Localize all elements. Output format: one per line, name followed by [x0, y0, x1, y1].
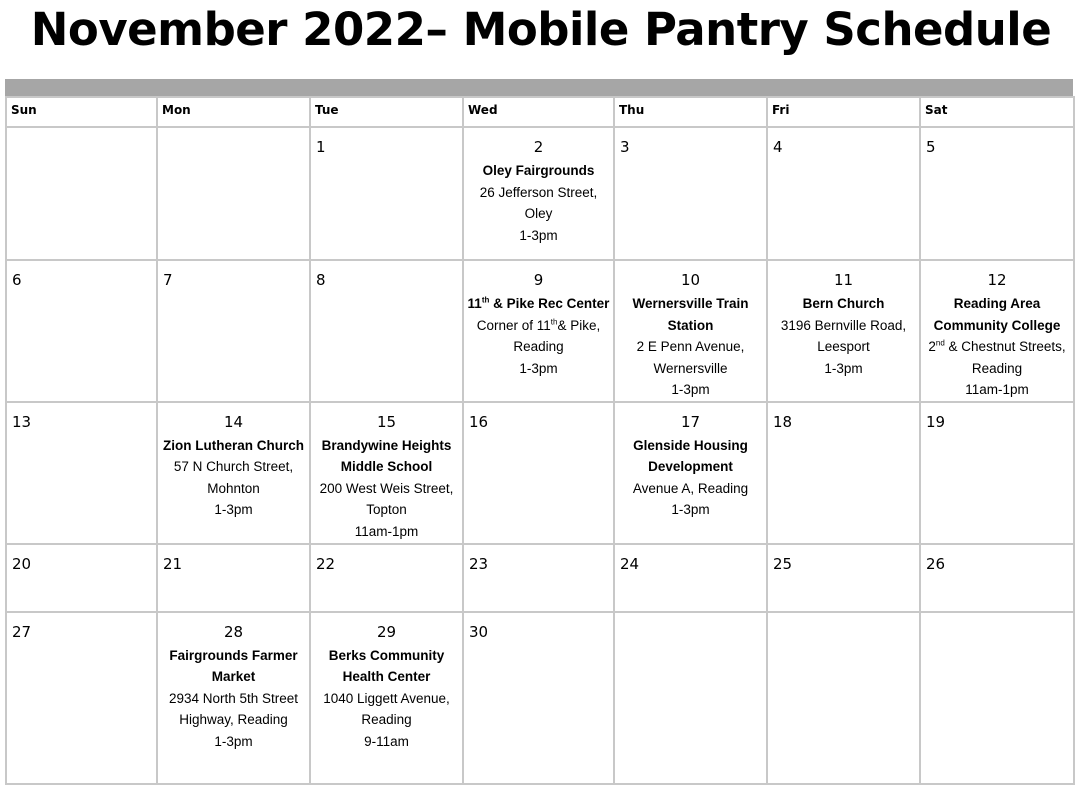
- weekday-mon: [157, 97, 310, 127]
- day-cell: [463, 612, 614, 784]
- event-address-line: Wernersville: [653, 360, 728, 376]
- event-address-line: Oley: [524, 206, 553, 221]
- day-cell: [614, 127, 767, 260]
- day-cell: [920, 127, 1074, 260]
- day-number: 1: [316, 138, 326, 156]
- week-row: [6, 612, 1074, 784]
- day-cell: [6, 260, 157, 402]
- event-address-line: Topton: [366, 502, 407, 517]
- day-number: 26: [926, 554, 946, 573]
- day-number: 24: [620, 554, 640, 573]
- day-cell: [767, 544, 920, 612]
- day-cell: [767, 260, 920, 402]
- day-number: 6: [12, 271, 22, 289]
- event-address-line: 3196 Bernville Road,: [780, 317, 907, 333]
- day-number: 16: [469, 412, 489, 431]
- address-text: & Pike,: [557, 317, 601, 333]
- event-location: Wernersville Train Station: [632, 296, 749, 333]
- week-row: [6, 402, 1074, 544]
- event-address-line: Reading: [361, 712, 412, 727]
- event-address-line: [466, 315, 611, 337]
- day-number: [615, 613, 766, 645]
- ordinal-suffix: nd: [935, 338, 945, 348]
- day-number: [158, 128, 309, 160]
- event-location: [466, 293, 611, 315]
- event-time: 1-3pm: [671, 502, 710, 517]
- event-time: 11am-1pm: [354, 523, 419, 539]
- calendar-grid: [5, 96, 1075, 785]
- day-number: 23: [469, 554, 489, 573]
- pantry-event: [464, 160, 613, 246]
- weekday-label: Sat: [925, 103, 948, 117]
- pantry-event: [158, 645, 309, 753]
- event-location: Fairgrounds Farmer Market: [169, 647, 298, 684]
- day-number: 13: [12, 412, 32, 431]
- ordinal-suffix: th: [481, 295, 490, 305]
- day-number: 14: [223, 412, 244, 431]
- weekday-sat: [920, 97, 1074, 127]
- pantry-event: [615, 435, 766, 521]
- calendar-header-bar: [5, 79, 1073, 96]
- day-number: 21: [163, 554, 183, 573]
- week-row: [6, 127, 1074, 260]
- event-location: Zion Lutheran Church: [163, 437, 304, 453]
- day-cell: [157, 260, 310, 402]
- day-number: 22: [316, 554, 336, 573]
- pantry-event: [311, 435, 462, 543]
- event-address-line: 1040 Liggett Avenue,: [323, 690, 450, 706]
- day-cell: [614, 544, 767, 612]
- pantry-event: [615, 293, 766, 401]
- day-number: 29: [376, 622, 397, 641]
- day-cell: [614, 402, 767, 544]
- weekday-label: Thu: [619, 103, 645, 117]
- event-address-line: Reading: [513, 339, 564, 354]
- event-address-line: 57 N Church Street,: [173, 459, 294, 474]
- event-location: Berks Community Health Center: [328, 647, 445, 684]
- event-time: 1-3pm: [519, 360, 558, 376]
- day-cell: [920, 260, 1074, 402]
- day-number: 25: [773, 554, 793, 573]
- day-cell: [920, 402, 1074, 544]
- event-time: 1-3pm: [214, 733, 253, 749]
- day-cell: [463, 260, 614, 402]
- day-number: 4: [773, 138, 783, 156]
- day-cell: [157, 402, 310, 544]
- day-number: 20: [12, 554, 32, 573]
- address-text: 2: [928, 339, 936, 354]
- weekday-header-row: [6, 97, 1074, 127]
- day-number: [768, 613, 919, 645]
- event-time: 1-3pm: [671, 382, 710, 397]
- week-row: [6, 544, 1074, 612]
- day-number: 18: [773, 412, 793, 431]
- day-cell: [310, 612, 463, 784]
- day-number: 12: [987, 271, 1007, 289]
- event-location: Brandywine Heights Middle School: [321, 437, 452, 474]
- event-address-line: Avenue A, Reading: [632, 480, 749, 496]
- event-address-line: Mohnton: [207, 480, 260, 496]
- day-cell: [157, 544, 310, 612]
- day-number: 17: [680, 412, 701, 431]
- location-text: 11: [467, 296, 482, 311]
- day-cell: [310, 544, 463, 612]
- weekday-tue: [310, 97, 463, 127]
- day-cell: [310, 260, 463, 402]
- day-number: 2: [533, 138, 544, 156]
- weekday-label: Wed: [468, 103, 498, 117]
- day-cell: [463, 544, 614, 612]
- day-cell: [767, 127, 920, 260]
- event-address-line: 2 E Penn Avenue,: [636, 339, 745, 354]
- day-cell: [310, 402, 463, 544]
- day-cell: [157, 612, 310, 784]
- day-cell: [6, 402, 157, 544]
- day-cell: [463, 402, 614, 544]
- day-number: [921, 613, 1073, 645]
- weekday-fri: [767, 97, 920, 127]
- ordinal-suffix: th: [550, 317, 558, 326]
- event-location: Reading Area Community College: [933, 296, 1061, 333]
- event-address-line: [923, 336, 1071, 358]
- day-cell: [920, 612, 1074, 784]
- day-cell: [920, 544, 1074, 612]
- day-number: 9: [533, 271, 544, 289]
- day-number: [7, 128, 156, 160]
- pantry-event: [311, 645, 462, 753]
- event-time: 11am-1pm: [965, 382, 1029, 397]
- day-cell: [310, 127, 463, 260]
- day-cell: [767, 402, 920, 544]
- weekday-wed: [463, 97, 614, 127]
- pantry-event: [768, 293, 919, 379]
- event-address-line: 200 West Weis Street,: [319, 480, 454, 496]
- event-time: 9-11am: [364, 733, 409, 749]
- event-location: Oley Fairgrounds: [482, 163, 595, 178]
- day-cell: [767, 612, 920, 784]
- event-address-line: Reading: [971, 360, 1023, 376]
- day-number: 3: [620, 138, 630, 156]
- event-time: 1-3pm: [214, 502, 253, 517]
- day-cell: [614, 260, 767, 402]
- pantry-event: [158, 435, 309, 521]
- day-number: 15: [376, 412, 397, 431]
- pantry-event: [921, 293, 1073, 401]
- pantry-event: [464, 293, 613, 379]
- day-cell: [463, 127, 614, 260]
- day-number: 19: [926, 412, 946, 431]
- page-title: November 2022– Mobile Pantry Schedule: [30, 3, 1052, 56]
- day-number: 11: [833, 271, 854, 289]
- day-number: 28: [223, 622, 244, 641]
- event-time: 1-3pm: [519, 227, 558, 243]
- day-number: 7: [163, 271, 173, 289]
- week-row: [6, 260, 1074, 402]
- weekday-sun: [6, 97, 157, 127]
- day-number: 5: [926, 138, 936, 156]
- weekday-label: Mon: [162, 103, 191, 117]
- day-number: 27: [12, 622, 32, 641]
- address-text: & Chestnut Streets,: [944, 339, 1066, 354]
- day-cell: [6, 612, 157, 784]
- weekday-label: Tue: [315, 103, 339, 117]
- event-location: Bern Church: [802, 296, 885, 311]
- day-cell: [6, 127, 157, 260]
- weekday-label: Fri: [772, 103, 790, 117]
- weekday-label: Sun: [11, 103, 37, 117]
- day-cell: [614, 612, 767, 784]
- day-number: 30: [469, 622, 489, 641]
- day-cell: [157, 127, 310, 260]
- location-text: & Pike Rec Center: [489, 296, 610, 311]
- event-address-line: Leesport: [817, 339, 870, 354]
- day-number: 8: [316, 271, 326, 289]
- event-address-line: 26 Jefferson Street,: [479, 184, 598, 200]
- weekday-thu: [614, 97, 767, 127]
- day-cell: [6, 544, 157, 612]
- event-location: Glenside Housing Development: [633, 437, 748, 474]
- event-address-line: 2934 North 5th Street Highway, Reading: [168, 690, 299, 727]
- day-number: 10: [680, 271, 701, 289]
- address-text: Corner of 11: [476, 317, 551, 333]
- event-time: 1-3pm: [824, 360, 863, 376]
